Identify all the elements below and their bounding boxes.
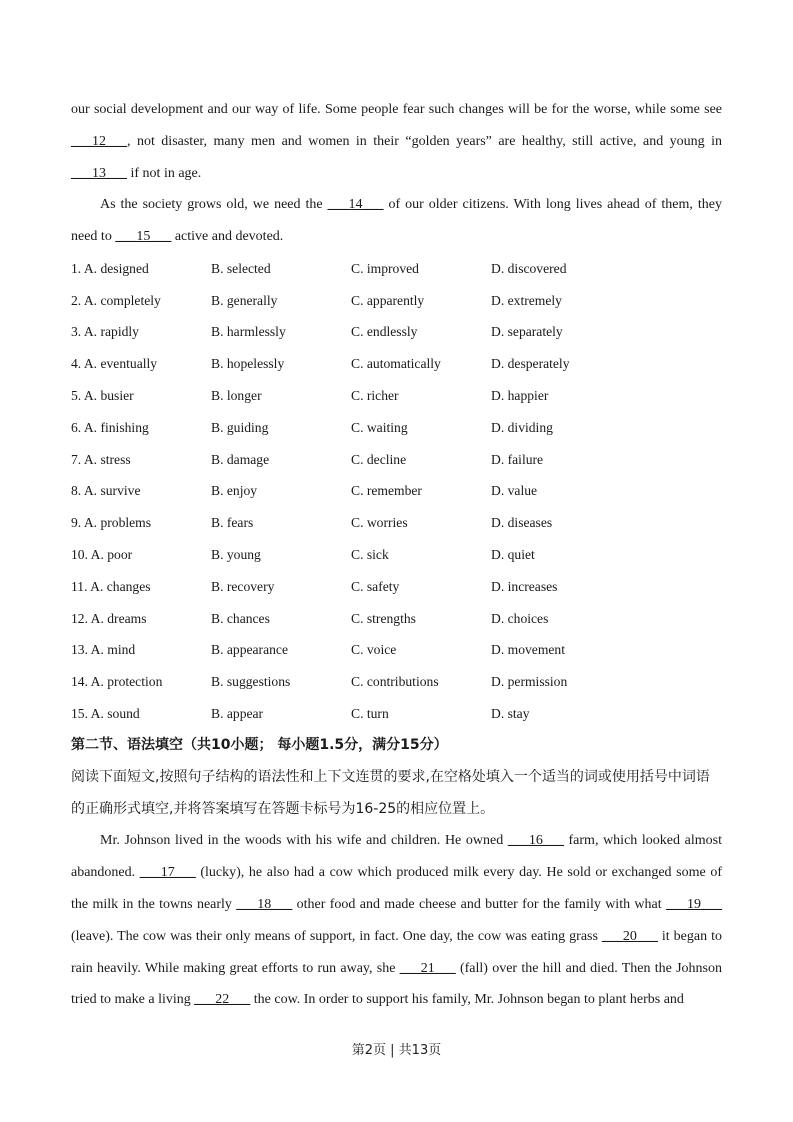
option-row-8 [71, 476, 722, 508]
option-d: D. choices [491, 610, 549, 626]
option-c: C. safety [351, 578, 400, 594]
option-b: B. appear [211, 706, 264, 722]
passage-text: farm, which looked almost abandoned. [71, 833, 722, 881]
option-a: 9. A. problems [71, 515, 152, 531]
blank-14: ___14___ [327, 197, 384, 213]
passage-text: of our older citizens. With long lives ahead of them, they need to [71, 197, 722, 245]
options-list [71, 253, 722, 730]
blank-21: ___21___ [399, 960, 456, 976]
option-d: D. value [491, 483, 538, 499]
option-c: C. automatically [351, 356, 441, 372]
option-b: B. fears [211, 515, 254, 531]
option-row-15 [71, 698, 722, 730]
option-d: D. increases [491, 578, 558, 594]
option-d: D. separately [491, 324, 563, 340]
option-c: C. strengths [351, 610, 416, 626]
passage-text: Mr. Johnson lived in the woods with his wife and children. He owned [100, 833, 508, 849]
option-d: D. dividing [491, 419, 553, 435]
passage-text: active and devoted. [171, 229, 284, 245]
option-d: D. desperately [491, 356, 570, 372]
option-c: C. apparently [351, 292, 425, 308]
option-row-10 [71, 539, 722, 571]
passage-text: other food and made cheese and butter for the family with what [292, 896, 666, 912]
option-d: D. failure [491, 451, 544, 467]
blank-22: ___22___ [194, 992, 251, 1008]
option-row-7 [71, 444, 722, 476]
option-row-2 [71, 285, 722, 317]
passage-text: if not in age. [127, 165, 202, 181]
option-row-4 [71, 348, 722, 380]
option-d: D. quiet [491, 547, 535, 563]
option-d: D. movement [491, 642, 565, 658]
blank-17: ___17___ [139, 865, 196, 881]
option-row-9 [71, 507, 722, 539]
option-row-6 [71, 412, 722, 444]
section-2-instructions: 阅读下面短文,按照句子结构的语法性和上下文连贯的要求,在空格处填入一个适当的词或使用括号中词语的正确形式填空,并将答案填写在答题卡标号为16-25的相应位置上。 [71, 768, 710, 817]
section-2-heading: 第二节、语法填空（共10小题； 每小题1.5分，满分15分） [71, 736, 448, 753]
passage-2-paragraph [71, 825, 722, 1016]
blank-13: ___13___ [71, 165, 127, 181]
option-a: 3. A. rapidly [71, 324, 139, 340]
blank-15: ___15___ [115, 229, 172, 245]
option-c: C. sick [351, 547, 389, 563]
passage-text: , not disaster, many men and women in their “golden years” are healthy, still active, and young in [127, 133, 722, 149]
passage-text: (leave). The cow was their only means of support, in fact. One day, the cow was eating grass [71, 928, 602, 944]
option-c: C. richer [351, 388, 399, 404]
passage-text: As the society grows old, we need the [100, 197, 328, 213]
option-b: B. recovery [211, 578, 275, 594]
option-c: C. waiting [351, 419, 408, 435]
option-row-1 [71, 253, 722, 285]
blank-18: ___18___ [236, 896, 293, 912]
option-row-14 [71, 666, 722, 698]
option-row-12 [71, 603, 722, 635]
page-content [71, 94, 722, 1016]
option-a: 1. A. designed [71, 260, 149, 276]
option-row-3 [71, 317, 722, 349]
passage-text: our social development and our way of life. Some people fear such changes will be for the worse, while some see [71, 102, 722, 117]
passage-text: it began to rain heavily. While making great efforts to run away, she [71, 928, 722, 976]
option-c: C. worries [351, 515, 408, 531]
option-b: B. longer [211, 388, 262, 404]
option-b: B. enjoy [211, 483, 258, 499]
option-c: C. contributions [351, 674, 439, 690]
option-d: D. diseases [491, 515, 553, 531]
option-row-13 [71, 635, 722, 667]
option-a: 14. A. protection [71, 674, 163, 690]
option-row-5 [71, 380, 722, 412]
option-a: 15. A. sound [71, 706, 140, 722]
passage-1-paragraph-2 [71, 189, 722, 253]
option-c: C. endlessly [351, 324, 418, 340]
blank-20: ___20___ [601, 928, 658, 944]
option-b: B. suggestions [211, 674, 291, 690]
option-c: C. remember [351, 483, 422, 499]
option-d: D. permission [491, 674, 568, 690]
option-b: B. young [211, 547, 261, 563]
option-a: 2. A. completely [71, 292, 161, 308]
option-a: 6. A. finishing [71, 419, 149, 435]
option-c: C. decline [351, 451, 407, 467]
option-b: B. damage [211, 451, 270, 467]
option-a: 8. A. survive [71, 483, 141, 499]
option-c: C. improved [351, 260, 419, 276]
option-b: B. selected [211, 260, 271, 276]
passage-text: the cow. In order to support his family, Mr. Johnson began to plant herbs and [250, 992, 684, 1008]
blank-19: ___19___ [666, 896, 722, 912]
option-a: 5. A. busier [71, 388, 134, 404]
option-c: C. voice [351, 642, 397, 658]
option-row-11 [71, 571, 722, 603]
option-a: 7. A. stress [71, 451, 131, 467]
blank-16: ___16___ [507, 833, 564, 849]
passage-text: (lucky), he also had a cow which produced milk every day. He sold or exchanged some of the milk in the towns nearly [71, 865, 722, 912]
blank-12: ___12___ [71, 133, 127, 149]
option-c: C. turn [351, 706, 389, 722]
option-a: 11. A. changes [71, 578, 151, 594]
option-b: B. generally [211, 292, 278, 308]
option-b: B. appearance [211, 642, 288, 658]
passage-1-paragraph-1 [71, 94, 722, 189]
option-d: D. extremely [491, 292, 562, 308]
passage-text: (fall) over the hill and died. Then the Johnson tried to make a living [71, 960, 722, 1008]
option-d: D. stay [491, 706, 530, 722]
option-a: 13. A. mind [71, 642, 136, 658]
option-a: 12. A. dreams [71, 610, 147, 626]
option-a: 10. A. poor [71, 547, 133, 563]
page-footer: 第2页 | 共13页 [351, 1043, 442, 1058]
option-d: D. discovered [491, 260, 567, 276]
option-b: B. guiding [211, 419, 269, 435]
option-b: B. chances [211, 610, 270, 626]
option-a: 4. A. eventually [71, 356, 158, 372]
option-d: D. happier [491, 388, 549, 404]
option-b: B. hopelessly [211, 356, 285, 372]
option-b: B. harmlessly [211, 324, 286, 340]
